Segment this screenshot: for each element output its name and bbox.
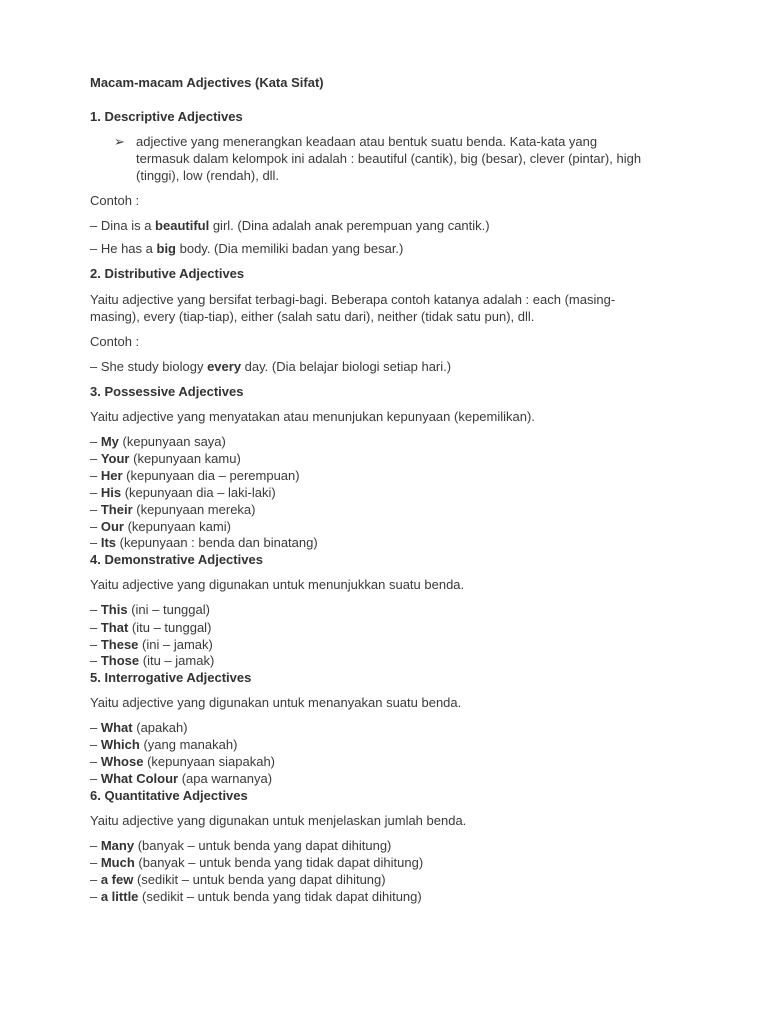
list-item: – Those (itu – jamak) xyxy=(90,653,215,668)
section-heading-demonstrative: 4. Demonstrative Adjectives xyxy=(90,552,263,567)
section-description: Yaitu adjective yang digunakan untuk menanyakan suatu benda. xyxy=(90,695,462,710)
bullet-line: adjective yang menerangkan keadaan atau bentuk suatu benda. Kata-kata yang xyxy=(136,134,598,149)
example-label: Contoh : xyxy=(90,193,140,208)
section-heading-interrogative: 5. Interrogative Adjectives xyxy=(90,670,252,685)
section-heading-descriptive: 1. Descriptive Adjectives xyxy=(90,109,243,124)
bullet-line: (tinggi), low (rendah), dll. xyxy=(136,168,280,183)
list-item: – Its (kepunyaan : benda dan binatang) xyxy=(90,535,318,550)
list-item: – a few (sedikit – untuk benda yang dapat dihitung) xyxy=(90,872,386,887)
list-item: – His (kepunyaan dia – laki-laki) xyxy=(90,485,276,500)
list-item: – a little (sedikit – untuk benda yang tidak dapat dihitung) xyxy=(90,889,422,904)
section-description: Yaitu adjective yang digunakan untuk menjelaskan jumlah benda. xyxy=(90,813,467,828)
section-heading-distributive: 2. Distributive Adjectives xyxy=(90,266,245,281)
example-sentence: – He has a big body. (Dia memiliki badan yang besar.) xyxy=(90,241,404,256)
list-item: – What (apakah) xyxy=(90,720,188,735)
example-sentence: – She study biology every day. (Dia belajar biologi setiap hari.) xyxy=(90,359,452,374)
list-item: – Their (kepunyaan mereka) xyxy=(90,502,256,517)
list-item: – My (kepunyaan saya) xyxy=(90,434,226,449)
list-item: – Your (kepunyaan kamu) xyxy=(90,451,241,466)
list-item: – Whose (kepunyaan siapakah) xyxy=(90,754,275,769)
list-item: – Her (kepunyaan dia – perempuan) xyxy=(90,468,300,483)
section-description: Yaitu adjective yang menyatakan atau menunjukan kepunyaan (kepemilikan). xyxy=(90,409,535,424)
example-sentence: – Dina is a beautiful girl. (Dina adalah anak perempuan yang cantik.) xyxy=(90,218,490,233)
list-item: – What Colour (apa warnanya) xyxy=(90,771,273,786)
section-description: Yaitu adjective yang digunakan untuk menunjukkan suatu benda. xyxy=(90,577,465,592)
list-item: – That (itu – tunggal) xyxy=(90,620,212,635)
example-label: Contoh : xyxy=(90,334,140,349)
list-item: – Many (banyak – untuk benda yang dapat dihitung) xyxy=(90,838,392,853)
list-item: – This (ini – tunggal) xyxy=(90,602,210,617)
document-title: Macam-macam Adjectives (Kata Sifat) xyxy=(90,75,324,90)
section-description: masing), every (tiap-tiap), either (salah satu dari), neither (tidak satu pun), dll. xyxy=(90,309,535,324)
list-item: – Much (banyak – untuk benda yang tidak dapat dihitung) xyxy=(90,855,424,870)
section-heading-possessive: 3. Possessive Adjectives xyxy=(90,384,244,399)
list-item: – Which (yang manakah) xyxy=(90,737,238,752)
section-description: Yaitu adjective yang bersifat terbagi-bagi. Beberapa contoh katanya adalah : each (masing- xyxy=(90,292,616,307)
list-item: – Our (kepunyaan kami) xyxy=(90,519,231,534)
list-item: – These (ini – jamak) xyxy=(90,637,213,652)
arrow-bullet-icon: ➢ xyxy=(114,134,125,149)
bullet-line: termasuk dalam kelompok ini adalah : beautiful (cantik), big (besar), clever (pintar), high xyxy=(136,151,642,166)
section-heading-quantitative: 6. Quantitative Adjectives xyxy=(90,788,248,803)
